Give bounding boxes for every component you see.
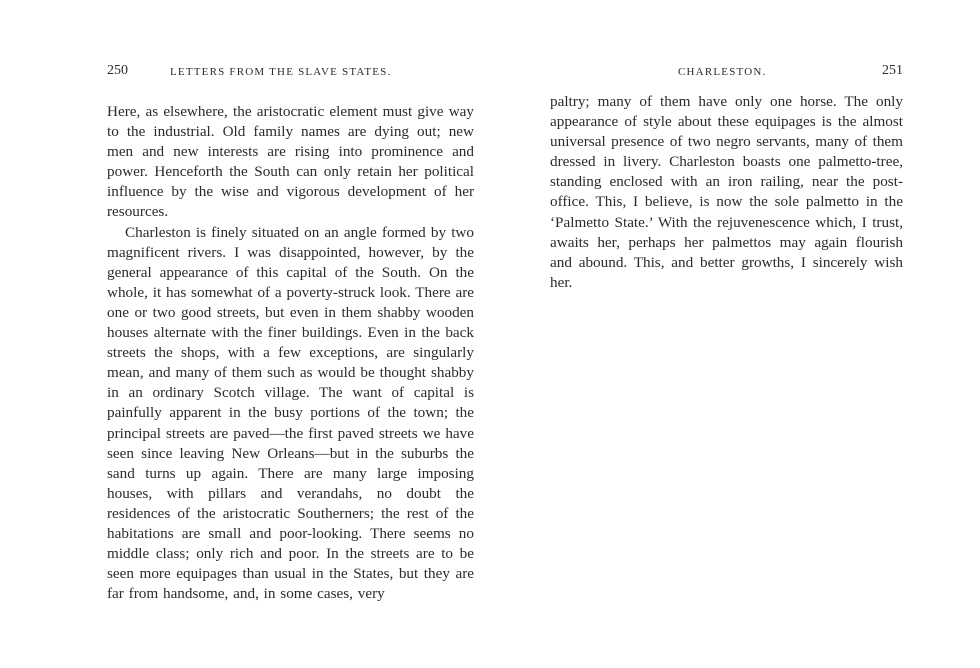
right-page-body bbox=[550, 92, 903, 293]
left-running-head: LETTERS FROM THE SLAVE STATES. bbox=[170, 66, 392, 78]
paragraph: paltry; many of them have only one horse. The only appearance of style about these equipages is the almost universal presence of two negro servants, many of them dressed in livery. Charleston boasts one palmetto-tree, standing enclosed with an iron railing, near the post-office. This, I believe, is now the sole palmetto in the ‘Palmetto State.’ With the rejuvenescence which, I trust, awaits her, perhaps her palmettos may again flourish and abound. This, and better growths, I sincerely wish her. bbox=[550, 93, 903, 291]
right-page-number: 251 bbox=[882, 63, 903, 78]
right-running-head: CHARLESTON. bbox=[678, 66, 767, 78]
right-page bbox=[490, 0, 980, 668]
paragraph: Here, as elsewhere, the aristocratic element must give way to the industrial. Old family names are dying out; new men and new interests are rising into prominence and power. Henceforth the South can only retain her political influence by the wise and vigorous development of her resources. bbox=[107, 103, 474, 221]
paragraph: Charleston is finely situated on an angle formed by two magnificent rivers. I was disappointed, however, by the general appearance of this capital of the South. On the whole, it has somewhat of a poverty-struck look. There are one or two good streets, but even in them shabby wooden houses alternate with the finer buildings. Even in the back streets the shops, with a few exceptions, are singularly mean, and many of them such as would be thought shabby in an ordinary Scotch village. The want of capital is painfully apparent in the busy portions of the town; the principal streets are paved—the first paved streets we have seen since leaving New Orleans—but in the suburbs the sand turns up again. There are many large imposing houses, with pillars and verandahs, no doubt the residences of the aristocratic Southerners; the rest of the habitations are small and poor-looking. There seems no middle class; only rich and poor. In the streets are to be seen more equipages than usual in the States, but they are far from handsome, and, in some cases, very bbox=[107, 223, 474, 603]
left-page-number: 250 bbox=[107, 63, 128, 78]
left-page-body bbox=[107, 102, 474, 604]
